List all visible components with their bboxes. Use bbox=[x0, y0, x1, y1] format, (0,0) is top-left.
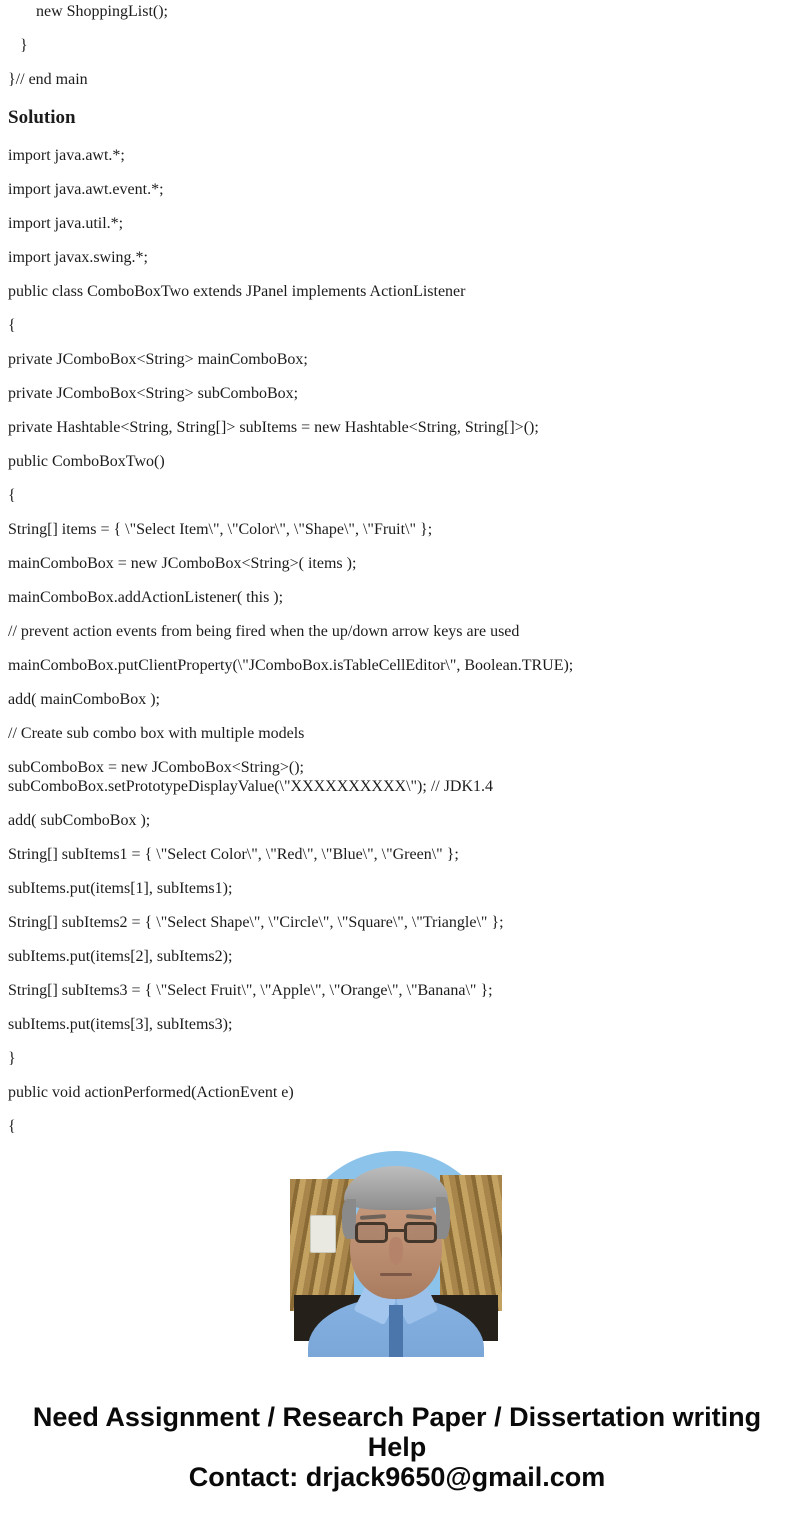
code-line: subItems.put(items[3], subItems3); bbox=[8, 1016, 233, 1033]
code-line: { bbox=[8, 1118, 16, 1135]
code-line: private JComboBox<String> mainComboBox; bbox=[8, 351, 308, 368]
avatar-glasses-left-lens bbox=[355, 1222, 388, 1243]
avatar-glasses-right-lens bbox=[404, 1222, 437, 1243]
code-line: subComboBox = new JComboBox<String>(); bbox=[8, 759, 304, 776]
code-line: private JComboBox<String> subComboBox; bbox=[8, 385, 299, 402]
code-line: private Hashtable<String, String[]> subItems = new Hashtable<String, String[]>(); bbox=[8, 419, 539, 436]
solution-heading: Solution bbox=[8, 107, 76, 128]
code-line: { bbox=[8, 317, 16, 334]
code-line: public class ComboBoxTwo extends JPanel implements ActionListener bbox=[8, 283, 466, 300]
code-line: { bbox=[8, 487, 16, 504]
avatar-shirt-placket bbox=[389, 1305, 403, 1357]
contact-banner bbox=[0, 1402, 794, 1492]
code-line: import java.awt.event.*; bbox=[8, 181, 164, 198]
avatar-glasses-bridge bbox=[387, 1229, 405, 1232]
code-line: mainComboBox = new JComboBox<String>( items ); bbox=[8, 555, 357, 572]
avatar-hair bbox=[344, 1166, 448, 1210]
code-line: } bbox=[20, 37, 28, 54]
code-line: import java.awt.*; bbox=[8, 147, 125, 164]
code-line: } bbox=[8, 1050, 16, 1067]
help-offer-text: Need Assignment / Research Paper / Dissertation writing Help bbox=[32, 1402, 762, 1462]
code-comment-line: // Create sub combo box with multiple models bbox=[8, 725, 305, 742]
code-line: subComboBox.setPrototypeDisplayValue(\"XXXXXXXXXX\"); // JDK1.4 bbox=[8, 778, 494, 795]
code-line: }// end main bbox=[8, 71, 88, 88]
code-line: add( subComboBox ); bbox=[8, 812, 151, 829]
contact-email-text: Contact: drjack9650@gmail.com bbox=[188, 1462, 606, 1492]
code-line: mainComboBox.addActionListener( this ); bbox=[8, 589, 284, 606]
code-line: subItems.put(items[1], subItems1); bbox=[8, 880, 233, 897]
code-document bbox=[8, 0, 786, 1135]
code-line: import java.util.*; bbox=[8, 215, 124, 232]
code-line: String[] items = { \"Select Item\", \"Color\", \"Shape\", \"Fruit\" }; bbox=[8, 521, 433, 538]
avatar-hair-right bbox=[436, 1197, 450, 1239]
code-line: new ShoppingList(); bbox=[36, 3, 168, 20]
code-comment-line: // prevent action events from being fired when the up/down arrow keys are used bbox=[8, 623, 520, 640]
code-line: subItems.put(items[2], subItems2); bbox=[8, 948, 233, 965]
avatar-background-switchplate bbox=[310, 1215, 336, 1253]
avatar-background-wall-right bbox=[440, 1175, 502, 1311]
code-line: import javax.swing.*; bbox=[8, 249, 148, 266]
avatar-mouth bbox=[380, 1273, 412, 1276]
code-line: public void actionPerformed(ActionEvent e) bbox=[8, 1084, 294, 1101]
code-line: add( mainComboBox ); bbox=[8, 691, 160, 708]
tutor-avatar bbox=[294, 1151, 498, 1355]
code-line: String[] subItems3 = { \"Select Fruit\", \"Apple\", \"Orange\", \"Banana\" }; bbox=[8, 982, 493, 999]
avatar-nose bbox=[389, 1237, 403, 1265]
code-line: String[] subItems1 = { \"Select Color\", \"Red\", \"Blue\", \"Green\" }; bbox=[8, 846, 459, 863]
code-line: mainComboBox.putClientProperty(\"JComboBox.isTableCellEditor\", Boolean.TRUE); bbox=[8, 657, 574, 674]
code-line: String[] subItems2 = { \"Select Shape\", \"Circle\", \"Square\", \"Triangle\" }; bbox=[8, 914, 504, 931]
avatar-hair-left bbox=[342, 1199, 356, 1239]
code-line: public ComboBoxTwo() bbox=[8, 453, 165, 470]
